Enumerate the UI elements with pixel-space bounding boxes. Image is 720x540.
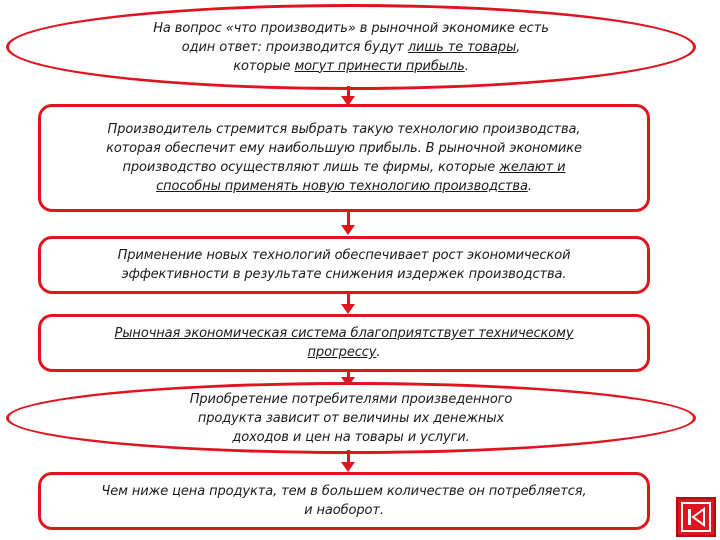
plain-text: один ответ: производится будут: [181, 39, 408, 55]
emphasis-text: могут принести прибыль: [294, 58, 465, 74]
text-line: [106, 139, 582, 158]
text-line: [190, 390, 513, 409]
plain-text: .: [376, 345, 381, 360]
arrow-2: [341, 212, 355, 236]
text-line: [233, 57, 468, 76]
text-line: [308, 343, 381, 362]
plain-text: .: [527, 179, 532, 194]
plain-text: производство осуществляют лишь те фирмы, которые: [122, 160, 500, 175]
arrow-1: [341, 86, 355, 106]
plain-text: и наоборот.: [304, 503, 384, 518]
plain-text: ,: [516, 39, 521, 55]
plain-text: которые: [233, 58, 295, 74]
statement-consumer-purchase: [6, 382, 696, 454]
text-line: [118, 246, 571, 265]
back-to-start-icon: [681, 502, 711, 532]
plain-text: которая обеспечит ему наибольшую прибыль. В рыночной экономике: [106, 141, 582, 156]
text-line: [122, 265, 567, 284]
plain-text: Применение новых технологий обеспечивает рост экономической: [117, 248, 571, 263]
plain-text: Чем ниже цена продукта, тем в большем количестве он потребляется,: [101, 484, 587, 499]
arrow-3: [341, 294, 355, 314]
plain-text: эффективности в результате снижения издержек производства.: [121, 267, 567, 282]
statement-technology-choice: [38, 104, 650, 212]
text-line: [156, 177, 532, 196]
plain-text: Приобретение потребителями произведенного: [189, 391, 513, 407]
plain-text: Производитель стремится выбрать такую технологию производства,: [107, 122, 581, 137]
text-line: [108, 120, 581, 139]
statement-price-demand: [38, 472, 650, 530]
text-line: [232, 428, 469, 447]
text-line: [198, 409, 504, 428]
plain-text: доходов и цен на товары и услуги.: [232, 429, 470, 445]
text-line: [122, 158, 565, 177]
statement-efficiency-growth: [38, 236, 650, 294]
plain-text: продукта зависит от величины их денежных: [197, 410, 505, 426]
emphasis-text: желают и: [499, 160, 566, 175]
plain-text: На вопрос «что производить» в рыночной экономике есть: [153, 20, 549, 36]
statement-technical-progress: [38, 314, 650, 372]
emphasis-text: способны применять новую технологию производства: [156, 179, 528, 194]
text-line: [115, 324, 574, 343]
text-line: [304, 501, 384, 520]
plain-text: .: [464, 58, 469, 74]
emphasis-text: лишь те товары: [407, 39, 517, 55]
back-to-start-button[interactable]: [676, 497, 716, 537]
statement-what-to-produce: [6, 4, 696, 90]
arrow-5: [341, 450, 355, 472]
emphasis-text: Рыночная экономическая система благоприятствует техническому: [114, 326, 574, 341]
text-line: [101, 482, 586, 501]
text-line: [182, 38, 521, 57]
text-line: [153, 19, 549, 38]
emphasis-text: прогрессу: [307, 345, 377, 360]
